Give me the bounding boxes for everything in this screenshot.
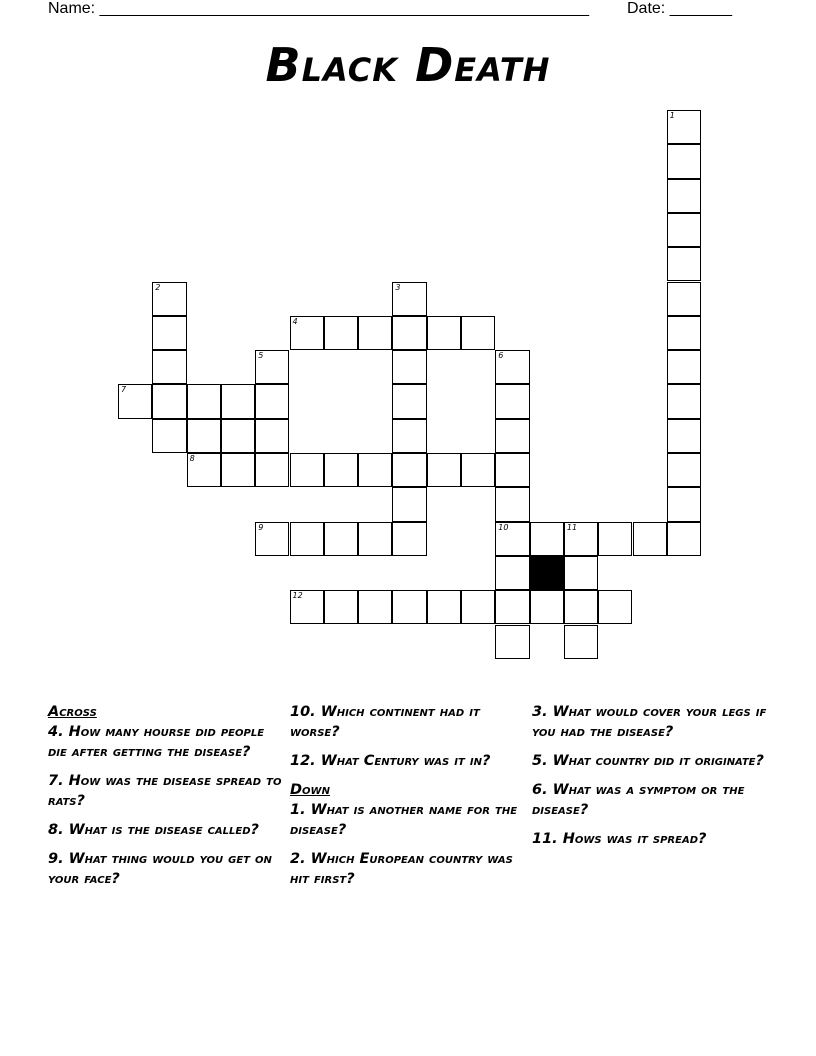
clue-number: 1 [669, 111, 675, 120]
grid-cell[interactable] [667, 282, 701, 316]
grid-cell[interactable] [564, 556, 598, 590]
grid-cell[interactable] [495, 453, 529, 487]
down-clue-2: 2. Which European country was hit first? [290, 851, 513, 887]
grid-cell[interactable] [667, 522, 701, 556]
across-clue-7: 7. How was the disease spread to rats? [48, 773, 282, 809]
across-clue-12: 12. What Century was it in? [290, 753, 491, 769]
grid-cell[interactable] [392, 316, 426, 350]
clue-number: 9 [258, 522, 264, 532]
clue-number: 4 [292, 316, 298, 326]
grid-cell[interactable] [187, 453, 221, 487]
down-heading: Down [290, 782, 330, 798]
grid-cell[interactable] [290, 453, 324, 487]
grid-cell[interactable] [667, 384, 701, 418]
grid-cell[interactable] [392, 590, 426, 624]
date-field-label: Date: _______ [627, 0, 732, 17]
across-clue-10: 10. Which continent had it worse? [290, 704, 480, 740]
grid-cell[interactable] [358, 453, 392, 487]
grid-cell[interactable] [324, 453, 358, 487]
grid-cell[interactable] [392, 384, 426, 418]
grid-cell[interactable] [427, 453, 461, 487]
down-clue-6: 6. What was a symptom or the disease? [532, 782, 745, 818]
clue-number: 2 [155, 282, 161, 292]
grid-cell[interactable] [495, 556, 529, 590]
grid-cell[interactable] [495, 625, 529, 659]
grid-cell[interactable] [564, 590, 598, 624]
blocked-cell [530, 556, 564, 590]
grid-cell[interactable] [667, 419, 701, 453]
grid-cell[interactable] [598, 590, 632, 624]
grid-cell[interactable] [564, 625, 598, 659]
grid-cell[interactable] [290, 590, 324, 624]
grid-cell[interactable] [152, 316, 186, 350]
clue-number: 12 [292, 591, 303, 601]
grid-cell[interactable] [324, 316, 358, 350]
across-clue-9: 9. What thing would you get on your face? [48, 851, 272, 887]
grid-cell[interactable] [427, 590, 461, 624]
grid-cell[interactable] [358, 522, 392, 556]
grid-cell[interactable] [461, 590, 495, 624]
clue-number: 5 [258, 351, 264, 361]
grid-cell[interactable] [255, 419, 289, 453]
grid-cell[interactable] [667, 110, 701, 144]
down-clue-5: 5. What country did it originate? [532, 753, 764, 769]
grid-cell[interactable] [255, 384, 289, 418]
down-clue-11: 11. Hows was it spread? [532, 831, 707, 847]
across-clue-4: 4. How many hourse did people die after getting the disease? [48, 724, 265, 760]
clue-number: 7 [121, 385, 127, 395]
grid-cell[interactable] [152, 350, 186, 384]
grid-cell[interactable] [495, 419, 529, 453]
grid-cell[interactable] [667, 179, 701, 213]
grid-cell[interactable] [221, 384, 255, 418]
page-title: Black Death [265, 38, 551, 92]
grid-cell[interactable] [461, 453, 495, 487]
clue-number: 8 [189, 454, 195, 463]
grid-cell[interactable] [392, 453, 426, 487]
grid-cell[interactable] [667, 453, 701, 487]
grid-cell[interactable] [255, 350, 289, 384]
grid-cell[interactable] [495, 590, 529, 624]
grid-cell[interactable] [495, 350, 529, 384]
grid-cell[interactable] [290, 522, 324, 556]
grid-cell[interactable] [392, 419, 426, 453]
name-field-label: Name: _______________________________________________________ [48, 0, 589, 17]
grid-cell[interactable] [324, 522, 358, 556]
grid-cell[interactable] [392, 282, 426, 316]
grid-cell[interactable] [392, 487, 426, 521]
grid-cell[interactable] [392, 350, 426, 384]
grid-cell[interactable] [427, 316, 461, 350]
clues-column-3 [532, 702, 768, 858]
grid-cell[interactable] [530, 522, 564, 556]
grid-cell[interactable] [667, 316, 701, 350]
grid-cell[interactable] [564, 522, 598, 556]
clue-number: 11 [566, 522, 578, 532]
grid-cell[interactable] [461, 316, 495, 350]
grid-cell[interactable] [358, 316, 392, 350]
grid-cell[interactable] [495, 487, 529, 521]
clue-number: 3 [395, 282, 401, 292]
grid-cell[interactable] [392, 522, 426, 556]
grid-cell[interactable] [152, 419, 186, 453]
grid-cell[interactable] [290, 316, 324, 350]
grid-cell[interactable] [667, 350, 701, 384]
grid-cell[interactable] [324, 590, 358, 624]
down-clue-1: 1. What is another name for the disease? [290, 802, 518, 838]
across-heading: Across [48, 704, 97, 720]
grid-cell[interactable] [221, 453, 255, 487]
grid-cell[interactable] [358, 590, 392, 624]
grid-cell[interactable] [255, 522, 289, 556]
across-clue-8: 8. What is the disease called? [48, 822, 259, 838]
clues-column-2 [290, 702, 526, 898]
grid-cell[interactable] [118, 384, 152, 418]
clue-number: 10 [498, 522, 509, 532]
grid-cell[interactable] [633, 522, 667, 556]
grid-cell[interactable] [598, 522, 632, 556]
grid-cell[interactable] [152, 384, 186, 418]
grid-cell[interactable] [667, 213, 701, 247]
grid-cell[interactable] [495, 384, 529, 418]
grid-cell[interactable] [255, 453, 289, 487]
grid-cell[interactable] [495, 522, 529, 556]
clues-column-1 [48, 702, 284, 898]
grid-cell[interactable] [530, 590, 564, 624]
clue-number: 6 [498, 351, 504, 361]
grid-cell[interactable] [667, 144, 701, 178]
grid-cell[interactable] [221, 419, 255, 453]
grid-cell[interactable] [152, 282, 186, 316]
grid-cell[interactable] [667, 487, 701, 521]
grid-cell[interactable] [667, 247, 701, 281]
down-clue-3: 3. What would cover your legs if you had the disease? [532, 704, 767, 740]
grid-cell[interactable] [187, 384, 221, 418]
grid-cell[interactable] [187, 419, 221, 453]
